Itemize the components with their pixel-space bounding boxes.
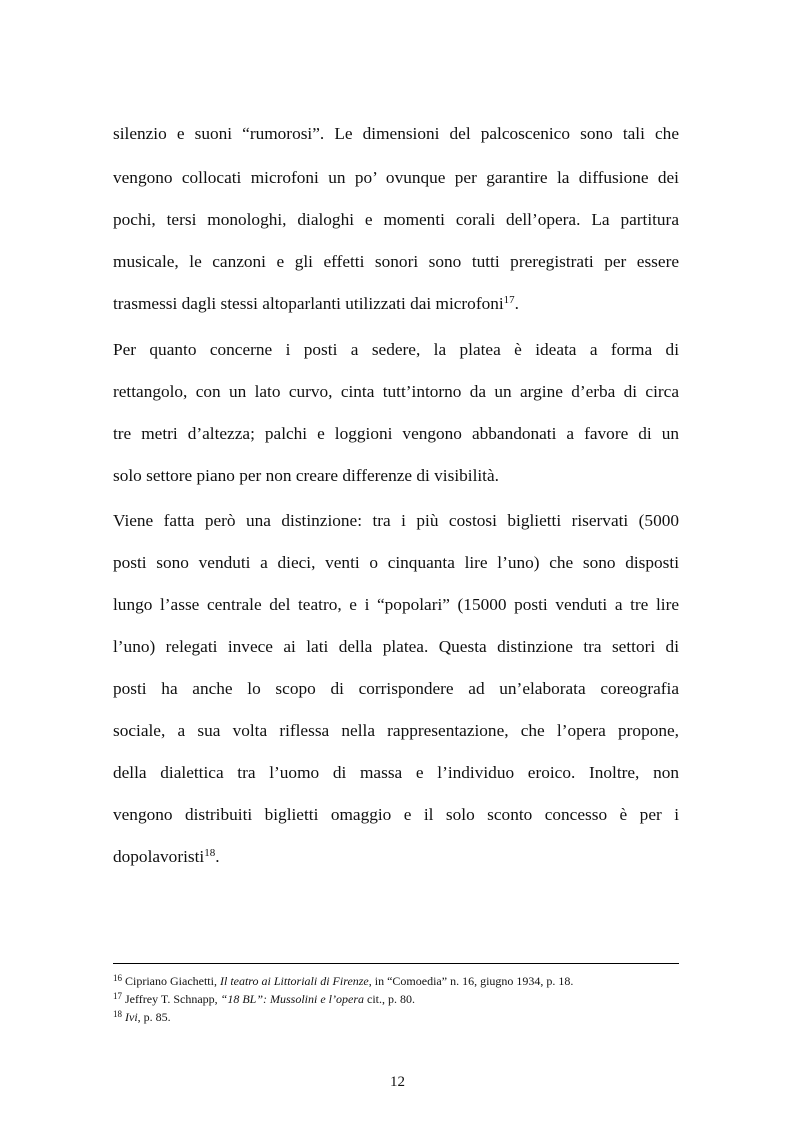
paragraph-3-line-8: vengono distribuiti biglietti omaggio e il solo sconto concesso è per i [113, 805, 679, 824]
paragraph-3-line-7: della dialettica tra l’uomo di massa e l’individuo eroico. Inoltre, non [113, 763, 679, 782]
footnote-text: Jeffrey T. Schnapp, [122, 992, 221, 1006]
footnote-text: cit., p. 80. [364, 992, 415, 1006]
footnote-17 [113, 991, 415, 1007]
footnote-ref-18: 18 [204, 847, 216, 859]
paragraph-3-line-9 [113, 846, 679, 868]
paragraph-3-line-4: l’uno) relegati invece ai lati della platea. Questa distinzione tra settori di [113, 637, 679, 656]
page-number: 12 [390, 1074, 405, 1090]
paragraph-1-last-line-text: trasmessi dagli stessi altoparlanti utilizzati dai microfoni [113, 294, 504, 313]
footnote-text: , in “Comoedia” n. 16, giugno 1934, p. 18. [368, 974, 574, 988]
paragraph-1-line-2: vengono collocati microfoni un po’ ovunque per garantire la diffusione dei [113, 168, 679, 187]
footnote-title: “18 BL”: Mussolini e l’opera [220, 992, 364, 1006]
paragraph-3-line-3: lungo l’asse centrale del teatro, e i “popolari” (15000 posti venduti a tre lire [113, 595, 679, 614]
footnote-number: 17 [113, 991, 122, 1001]
footnote-text: , p. 85. [137, 1010, 171, 1024]
footnote-text: Cipriano Giachetti, [122, 974, 220, 988]
paragraph-3-line-2: posti sono venduti a dieci, venti o cinquanta lire l’uno) che sono disposti [113, 553, 679, 572]
paragraph-2-line-3: tre metri d’altezza; palchi e loggioni vengono abbandonati a favore di un [113, 424, 679, 443]
paragraph-3-line-1: Viene fatta però una distinzione: tra i più costosi biglietti riservati (5000 [113, 511, 679, 530]
footnote-16 [113, 973, 573, 989]
paragraph-1-line-1: silenzio e suoni “rumorosi”. Le dimensioni del palcoscenico sono tali che [113, 124, 679, 143]
footnote-number: 18 [113, 1009, 122, 1019]
paragraph-3-last-line-text: dopolavoristi [113, 847, 205, 866]
paragraph-1-end-punct: . [514, 294, 519, 313]
footnote-ref-17: 17 [503, 294, 515, 306]
paragraph-1-line-4: musicale, le canzoni e gli effetti sonori sono tutti preregistrati per essere [113, 252, 679, 271]
paragraph-2-line-2: rettangolo, con un lato curvo, cinta tutt’intorno da un argine d’erba di circa [113, 382, 679, 401]
paragraph-1-line-5 [113, 293, 679, 315]
footnote-divider [113, 963, 679, 964]
paragraph-1-line-3: pochi, tersi monologhi, dialoghi e momenti corali dell’opera. La partitura [113, 210, 679, 229]
paragraph-3-end-punct: . [215, 847, 220, 866]
paragraph-2-line-4: solo settore piano per non creare differenze di visibilità. [113, 466, 499, 485]
paragraph-3-line-5: posti ha anche lo scopo di corrispondere ad un’elaborata coreografia [113, 679, 679, 698]
footnote-title: Ivi [125, 1010, 138, 1024]
footnote-number: 16 [113, 973, 122, 983]
paragraph-2-line-1: Per quanto concerne i posti a sedere, la platea è ideata a forma di [113, 340, 679, 359]
paragraph-3-line-6: sociale, a sua volta riflessa nella rappresentazione, che l’opera propone, [113, 721, 679, 740]
footnote-title: Il teatro ai Littoriali di Firenze [219, 974, 369, 988]
footnote-18 [113, 1009, 171, 1025]
